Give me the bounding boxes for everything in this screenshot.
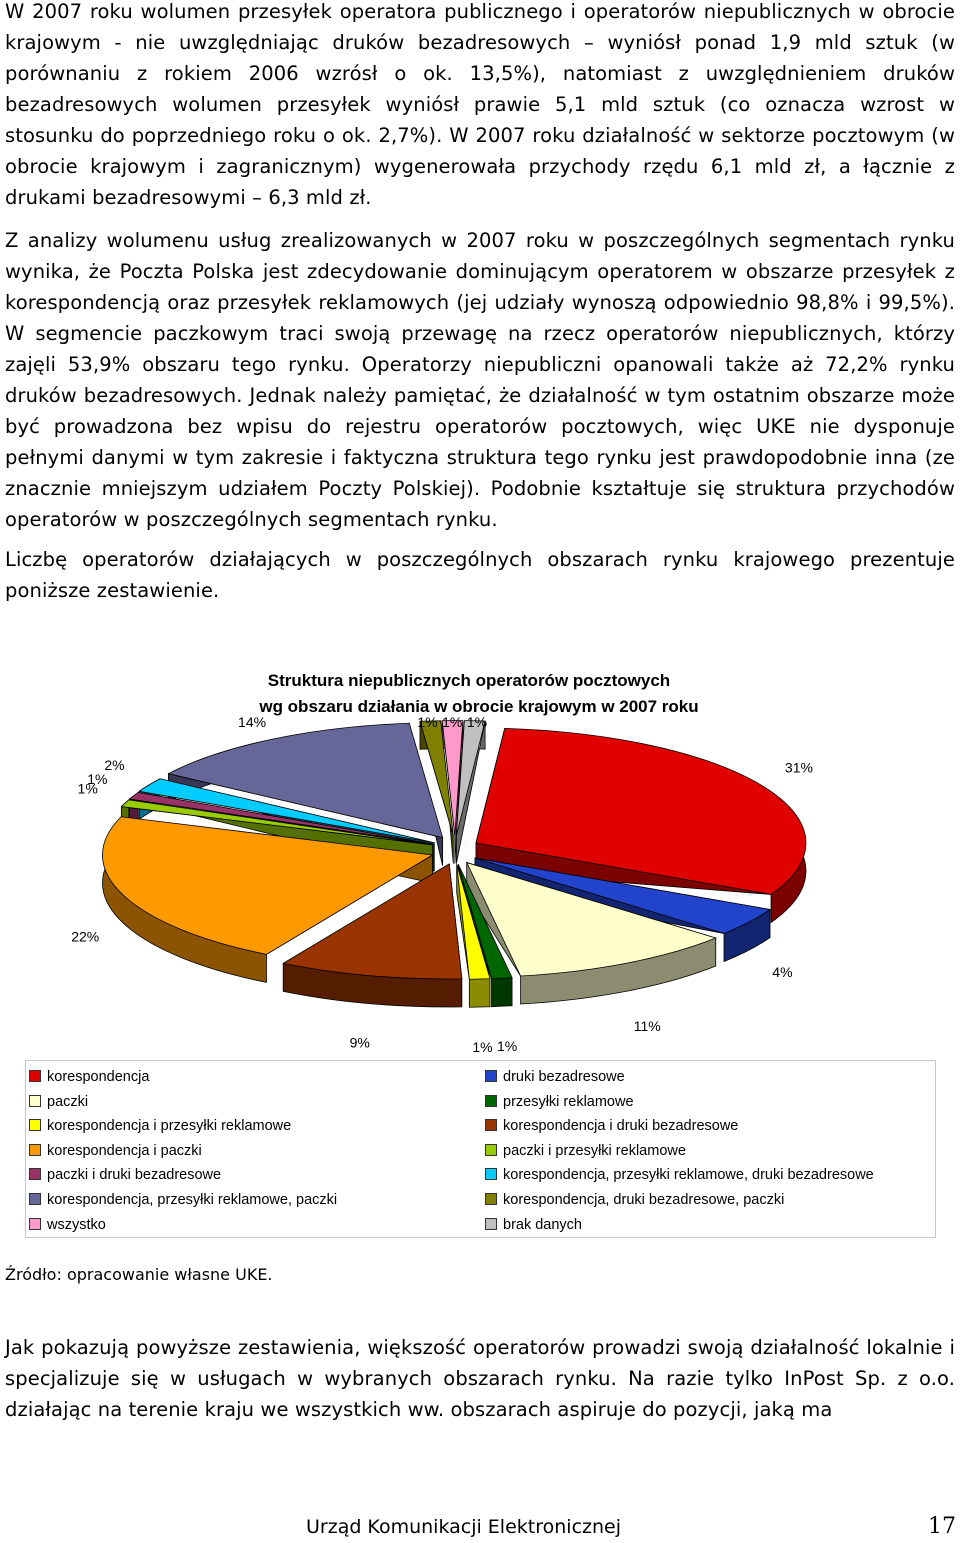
legend-swatch [485, 1168, 497, 1180]
legend-item [29, 1164, 221, 1186]
legend-item [485, 1091, 634, 1113]
legend-label: druki bezadresowe [503, 1069, 625, 1085]
legend-item [29, 1066, 149, 1088]
legend-label: wszystko [47, 1216, 106, 1233]
legend-item [29, 1189, 337, 1211]
legend-item [485, 1189, 784, 1211]
pie-data-label: 1% [472, 1038, 493, 1055]
pie-data-label: 31% [784, 759, 813, 776]
legend-item [485, 1164, 874, 1186]
legend-label: korespondencja, druki bezadresowe, paczki [503, 1192, 785, 1208]
paragraph-volume: W 2007 roku wolumen przesyłek operatora publicznego i operatorów niepublicznych w obrocie krajowym - nie uwzględniając druków bezadresowych – wyniósł ponad 1,9 mld sztuk (w porównaniu z rokiem 2006 wzrósł o ok. 13,5%), natomiast z uwzględnieniem druków bezadresowych wolumen przesyłek wyniósł prawie 5,1 mld sztuk (co oznacza wzrost w stosunku do poprzedniego roku o ok. 2,7%). W 2007 roku działalność w sektorze pocztowym (w obrocie krajowym i zagranicznym) wygenerowała przychody rzędu 6,1 mld zł, a łącznie z drukami bezadresowymi – 6,3 mld zł. [5, 0, 955, 209]
legend-item [485, 1140, 686, 1162]
legend-item [29, 1214, 106, 1236]
pie-data-label: 1% [466, 714, 488, 730]
legend-swatch [29, 1193, 41, 1205]
legend-item [29, 1091, 88, 1113]
pie-data-label: 1% [496, 1037, 518, 1054]
legend-label: paczki [47, 1093, 89, 1110]
paragraph-analysis: Z analizy wolumenu usług zrealizowanych w 2007 roku w poszczególnych segmentach rynku wynika, że Poczta Polska jest zdecydowanie dominującym operatorem w obszarze przesyłek z korespondencją oraz przesyłek reklamowych (jej udziały wynoszą odpowiednio 98,8% i 99,5%). W segmencie paczkowym traci swoją przewagę na rzecz operatorów niepublicznych, którzy zajęli 53,9% obszaru tego rynku. Operatorzy niepubliczni opanowali także aż 72,2% rynku druków bezadresowych. Jednak należy pamiętać, że działalność w tym ostatnim obszarze może być prowadzona bez wpisu do rejestru operatorów pocztowych, więc UKE nie dysponuje pełnymi danymi w tym zakresie i faktyczna struktura tego rynku jest prawdopodobnie inna (ze znacznie mniejszym udziałem Poczty Polskiej). Podobnie kształtuje się struktura przychodów operatorów w poszczególnych segmentach rynku. [5, 229, 955, 531]
legend-swatch [485, 1095, 497, 1107]
pie-data-label: 1% [87, 770, 108, 787]
pie-chart [25, 655, 937, 1060]
pie-data-label: 22% [71, 928, 100, 945]
pie-data-label: 2% [104, 756, 125, 773]
paragraph-intro-chart: Liczbę operatorów działających w poszczególnych obszarach rynku krajowego prezentuje poniższe zestawienie. [5, 548, 955, 602]
legend-label: korespondencja [47, 1069, 150, 1085]
legend-item [485, 1066, 625, 1088]
legend-swatch [485, 1144, 497, 1156]
legend-label: korespondencja i przesyłki reklamowe [47, 1118, 292, 1135]
legend-item [29, 1115, 291, 1137]
footer-organization: Urząd Komunikacji Elektronicznej [306, 1516, 621, 1538]
pie-chart-figure [25, 655, 937, 1240]
legend-label: korespondencja, przesyłki reklamowe, paczki [47, 1192, 338, 1208]
legend-label: brak danych [503, 1216, 582, 1233]
legend-label: przesyłki reklamowe [503, 1093, 634, 1110]
legend-swatch [29, 1095, 41, 1107]
legend-item [29, 1140, 202, 1162]
pie-data-label: 4% [772, 964, 793, 981]
legend-swatch [29, 1168, 41, 1180]
pie-data-label: 1% [417, 714, 438, 730]
legend-swatch [485, 1193, 497, 1205]
pie-data-label: 1% [442, 714, 463, 730]
chart-title-line2: wg obszaru działania w obrocie krajowym w 2007 roku [259, 697, 699, 716]
page-footer [0, 1513, 960, 1543]
pie-data-label: 1% [77, 780, 98, 797]
legend-label: korespondencja, przesyłki reklamowe, druki bezadresowe [503, 1167, 874, 1184]
legend-swatch [485, 1070, 497, 1082]
legend-label: korespondencja i paczki [47, 1142, 202, 1159]
legend-label: korespondencja i druki bezadresowe [503, 1118, 739, 1135]
legend-item [485, 1214, 582, 1236]
chart-title-line1: Struktura niepublicznych operatorów pocztowych [267, 671, 671, 690]
chart-legend [25, 1060, 936, 1238]
legend-swatch [485, 1119, 497, 1131]
pie-data-label: 11% [633, 1017, 661, 1034]
paragraph-conclusion: Jak pokazują powyższe zestawienia, większość operatorów prowadzi swoją działalność lokalnie i specjalizuje się w usługach w wybranych obszarach rynku. Na razie tylko InPost Sp. z o.o. działając na terenie kraju we wszystkich ww. obszarach aspiruje do pozycji, jaką ma [5, 1336, 955, 1421]
page-number: 17 [928, 1514, 956, 1539]
legend-swatch [29, 1119, 41, 1131]
pie-slices [102, 721, 805, 1008]
pie-data-label: 14% [238, 714, 267, 730]
source-note: Źródło: opracowanie własne UKE. [5, 1265, 273, 1284]
legend-swatch [29, 1218, 41, 1230]
legend-label: paczki i przesyłki reklamowe [503, 1142, 686, 1159]
legend-swatch [29, 1070, 41, 1082]
legend-item [485, 1115, 738, 1137]
pie-data-label: 9% [349, 1034, 370, 1051]
legend-swatch [29, 1144, 41, 1156]
legend-swatch [485, 1218, 497, 1230]
legend-label: paczki i druki bezadresowe [47, 1167, 222, 1184]
